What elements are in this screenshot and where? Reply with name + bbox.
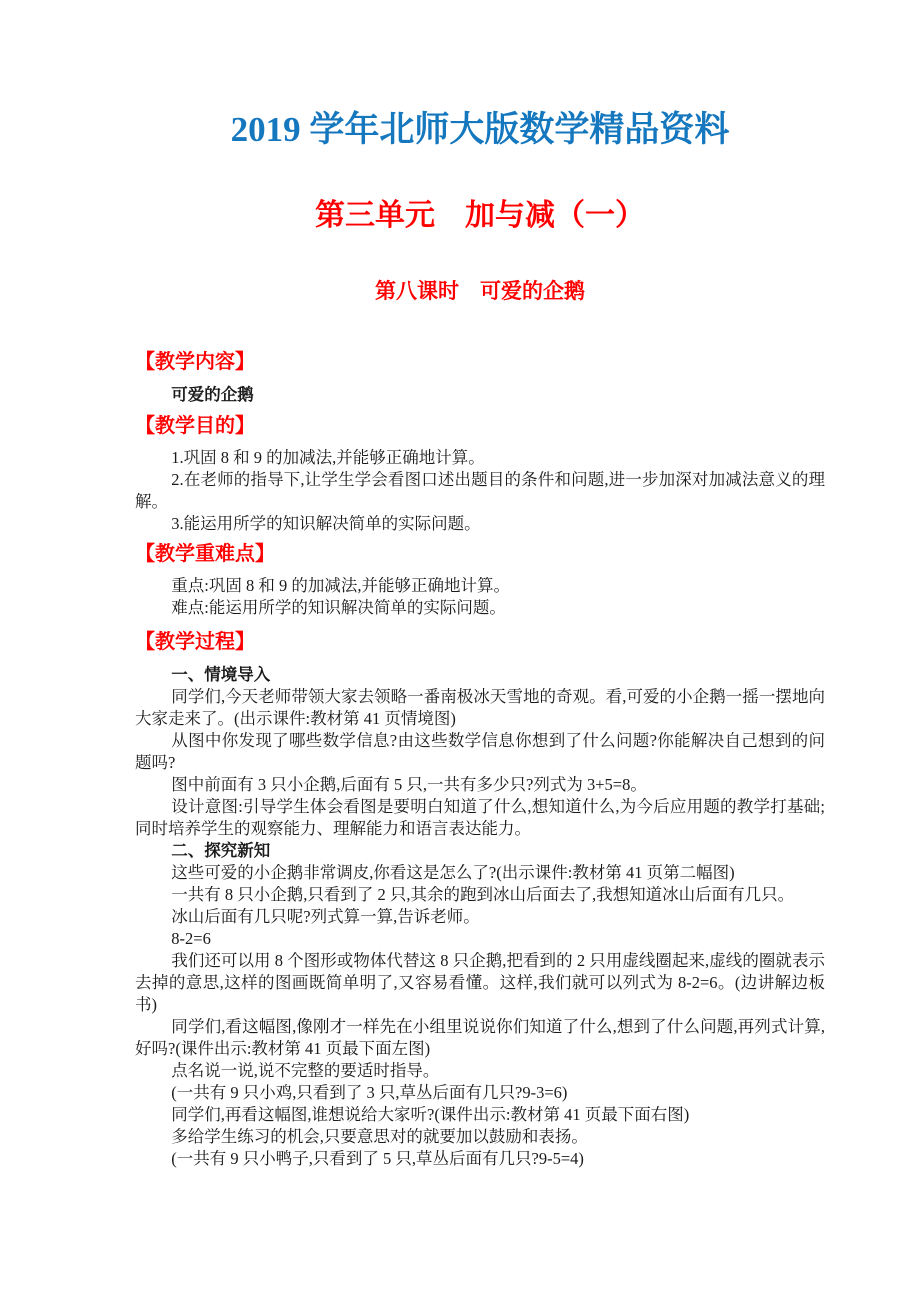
difficult-point-text: 难点:能运用所学的知识解决简单的实际问题。 bbox=[171, 598, 506, 617]
section-heading-teaching-process: 【教学过程】 bbox=[135, 631, 255, 653]
objective-item: 1.巩固 8 和 9 的加减法,并能够正确地计算。 bbox=[171, 448, 485, 467]
document-page bbox=[135, 0, 825, 1170]
subsection-title-explore-new-knowledge: 二、探究新知 bbox=[171, 842, 271, 860]
process-paragraph: 同学们,今天老师带领大家去领略一番南极冰天雪地的奇观。看,可爱的小企鹅一摇一摆地向大家走来了。(出示课件:教材第 41 页情境图) bbox=[135, 687, 825, 728]
process-paragraph: 这些可爱的小企鹅非常调皮,你看这是怎么了?(出示课件:教材第 41 页第二幅图) bbox=[171, 863, 735, 882]
key-point-text: 重点:巩固 8 和 9 的加减法,并能够正确地计算。 bbox=[171, 576, 511, 595]
key-difficult-points bbox=[135, 575, 825, 619]
process-paragraph: 设计意图:引导学生体会看图是要明白知道了什么,想知道什么,为今后应用题的教学打基础;同时培养学生的观察能力、理解能力和语言表达能力。 bbox=[135, 797, 825, 838]
objective-item: 3.能运用所学的知识解决简单的实际问题。 bbox=[171, 514, 481, 533]
process-paragraph: 图中前面有 3 只小企鹅,后面有 5 只,一共有多少只?列式为 3+5=8。 bbox=[171, 775, 647, 794]
section-heading-teaching-objectives: 【教学目的】 bbox=[135, 415, 255, 437]
main-title: 2019 学年北师大版数学精品资料 bbox=[230, 110, 730, 149]
process-paragraph: (一共有 9 只小鸭子,只看到了 5 只,草丛后面有几只?9-5=4) bbox=[171, 1149, 584, 1168]
section-heading-teaching-content: 【教学内容】 bbox=[135, 351, 255, 373]
process-paragraph: 从图中你发现了哪些数学信息?由这些数学信息你想到了什么问题?你能解决自己想到的问题吗? bbox=[135, 731, 825, 772]
process-paragraph: (一共有 9 只小鸡,只看到了 3 只,草丛后面有几只?9-3=6) bbox=[171, 1083, 568, 1102]
lesson-title: 第八课时 可爱的企鹅 bbox=[375, 280, 585, 303]
process-paragraph: 同学们,看这幅图,像刚才一样先在小组里说说你们知道了什么,想到了什么问题,再列式计算,好吗?(课件出示:教材第 41 页最下面左图) bbox=[135, 1017, 825, 1058]
teaching-objectives-list bbox=[135, 447, 825, 535]
unit-title: 第三单元 加与减（一） bbox=[315, 199, 645, 232]
process-paragraph-equation: 8-2=6 bbox=[171, 929, 211, 948]
process-paragraph: 同学们,再看这幅图,谁想说给大家听?(课件出示:教材第 41 页最下面右图) bbox=[171, 1105, 690, 1124]
teaching-content-text: 可爱的企鹅 bbox=[171, 386, 254, 404]
subsection-title-situation-intro: 一、情境导入 bbox=[171, 666, 271, 684]
section-heading-key-difficult-points: 【教学重难点】 bbox=[135, 543, 275, 565]
process-paragraph: 我们还可以用 8 个图形或物体代替这 8 只企鹅,把看到的 2 只用虚线圈起来,虚线的圈就表示去掉的意思,这样的图画既简单明了,又容易看懂。这样,我们就可以列式为 8-2=6。(边讲解边板书) bbox=[135, 951, 825, 1014]
teaching-process bbox=[135, 664, 825, 1170]
process-paragraph: 一共有 8 只小企鹅,只看到了 2 只,其余的跑到冰山后面去了,我想知道冰山后面有几只。 bbox=[171, 885, 795, 904]
objective-item: 2.在老师的指导下,让学生学会看图口述出题目的条件和问题,进一步加深对加减法意义的理解。 bbox=[135, 470, 825, 511]
process-paragraph: 冰山后面有几只呢?列式算一算,告诉老师。 bbox=[171, 907, 480, 926]
process-paragraph: 多给学生练习的机会,只要意思对的就要加以鼓励和表扬。 bbox=[171, 1127, 588, 1146]
process-paragraph: 点名说一说,说不完整的要适时指导。 bbox=[171, 1061, 440, 1080]
